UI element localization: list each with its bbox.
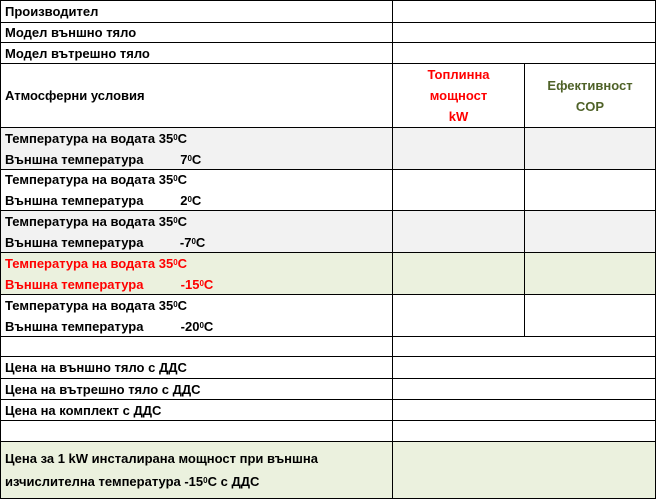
manufacturer-label <box>0 0 393 23</box>
efficiency-header-line2: COP <box>575 98 605 114</box>
unit-text: C <box>177 255 188 271</box>
condition-row-4-label <box>0 253 393 295</box>
water-temp-line <box>5 170 392 190</box>
degree-sup: 0 <box>187 153 192 163</box>
price-per-kw-line2-text: изчислителна температура -15 <box>5 474 204 489</box>
heating-power-header-line3: kW <box>448 109 469 124</box>
unit-text: C <box>177 213 188 229</box>
unit-text: C <box>177 130 188 146</box>
unit-text: C <box>177 297 188 313</box>
water-temp-line <box>5 295 392 316</box>
condition-row-5-power-cell[interactable] <box>393 295 525 337</box>
unit-text: C <box>203 318 214 334</box>
unit-text: C <box>203 276 214 292</box>
unit-text: C <box>191 151 202 167</box>
spacer-row-label <box>0 337 393 357</box>
spacer-row-value-cell[interactable] <box>393 337 656 357</box>
condition-row-5-label <box>0 295 393 337</box>
degree-sup: 0 <box>187 195 192 204</box>
water-temp-line <box>5 128 392 149</box>
water-temp-line <box>5 253 392 274</box>
outdoor-temp-value: -20 <box>180 318 200 334</box>
outdoor-temp-line <box>5 232 392 253</box>
outdoor-model-label <box>0 23 393 43</box>
condition-row-4-cop-cell[interactable] <box>525 253 656 295</box>
efficiency-header <box>525 64 656 128</box>
heating-power-header-line1: Топлинна <box>427 67 490 82</box>
heating-power-header-line2: мощност <box>429 88 488 103</box>
degree-sup: 0 <box>173 132 178 142</box>
price-per-kw-line2-suffix: C с ДДС <box>207 474 260 489</box>
condition-row-2-power-cell[interactable] <box>393 170 525 211</box>
outdoor-temp-text: Външна температура <box>5 151 144 167</box>
water-temp-text: Температура на водата 35 <box>5 213 174 229</box>
manufacturer-value-cell[interactable] <box>393 0 656 23</box>
degree-sup: 0 <box>173 215 178 225</box>
condition-row-1-label <box>0 128 393 170</box>
degree-sup: 0 <box>173 299 178 309</box>
water-temp-text: Температура на водата 35 <box>5 172 174 187</box>
outdoor-model-value-cell[interactable] <box>393 23 656 43</box>
atmospheric-conditions-text: Атмосферни условия <box>5 88 145 103</box>
condition-row-2-cop-cell[interactable] <box>525 170 656 211</box>
degree-sup: 0 <box>199 278 204 288</box>
indoor-model-label <box>0 43 393 64</box>
price-per-kw-line2 <box>5 470 392 493</box>
water-temp-text: Температура на водата 35 <box>5 130 174 146</box>
water-temp-line <box>5 211 392 232</box>
outdoor-temp-value: 7 <box>180 151 188 167</box>
outdoor-temp-value: -15 <box>180 276 200 292</box>
outdoor-model-label-text: Модел външно тяло <box>5 25 137 40</box>
condition-row-1-cop-cell[interactable] <box>525 128 656 170</box>
indoor-model-value-cell[interactable] <box>393 43 656 64</box>
set-price-label <box>0 400 393 421</box>
price-per-kw-label <box>0 442 393 499</box>
unit-text: C <box>177 172 188 187</box>
efficiency-header-line1: Ефективност <box>547 77 633 93</box>
condition-row-3-cop-cell[interactable] <box>525 211 656 253</box>
heating-power-header <box>393 64 525 128</box>
condition-row-2-label <box>0 170 393 211</box>
outdoor-temp-text: Външна температура <box>5 234 144 250</box>
outdoor-temp-value: -7 <box>179 234 192 250</box>
degree-sup: 0 <box>191 236 196 246</box>
indoor-price-label <box>0 379 393 400</box>
indoor-price-value-cell[interactable] <box>393 379 656 400</box>
outdoor-temp-line <box>5 149 392 170</box>
outdoor-temp-line <box>5 274 392 295</box>
outdoor-temp-line <box>5 316 392 337</box>
atmospheric-conditions-header <box>0 64 393 128</box>
outdoor-temp-text: Външна температура <box>5 193 144 208</box>
outdoor-price-label <box>0 357 393 379</box>
empty-row-label <box>0 421 393 442</box>
degree-sup: 0 <box>173 257 178 267</box>
outdoor-temp-text: Външна температура <box>5 318 144 334</box>
indoor-price-text: Цена на вътрешно тяло с ДДС <box>5 381 201 397</box>
indoor-model-label-text: Модел вътрешно тяло <box>5 45 150 61</box>
degree-sup: 0 <box>199 320 204 330</box>
water-temp-text: Температура на водата 35 <box>5 255 174 271</box>
unit-text: C <box>195 234 206 250</box>
outdoor-price-value-cell[interactable] <box>393 357 656 379</box>
condition-row-4-power-cell[interactable] <box>393 253 525 295</box>
outdoor-temp-line <box>5 190 392 211</box>
set-price-value-cell[interactable] <box>393 400 656 421</box>
degree-sup: 0 <box>203 476 208 485</box>
set-price-text: Цена на комплект с ДДС <box>5 402 162 418</box>
condition-row-1-power-cell[interactable] <box>393 128 525 170</box>
manufacturer-label-text: Производител <box>5 4 99 19</box>
price-per-kw-value-cell[interactable] <box>393 442 656 499</box>
water-temp-text: Температура на водата 35 <box>5 297 174 313</box>
unit-text: C <box>191 193 202 208</box>
outdoor-price-text: Цена на външно тяло с ДДС <box>5 360 187 375</box>
condition-row-3-label <box>0 211 393 253</box>
condition-row-5-cop-cell[interactable] <box>525 295 656 337</box>
empty-row-value-cell[interactable] <box>393 421 656 442</box>
degree-sup: 0 <box>173 174 178 183</box>
price-per-kw-line1: Цена за 1 kW инсталирана мощност при външна <box>5 451 318 466</box>
outdoor-temp-text: Външна температура <box>5 276 144 292</box>
outdoor-temp-value: 2 <box>180 193 188 208</box>
condition-row-3-power-cell[interactable] <box>393 211 525 253</box>
